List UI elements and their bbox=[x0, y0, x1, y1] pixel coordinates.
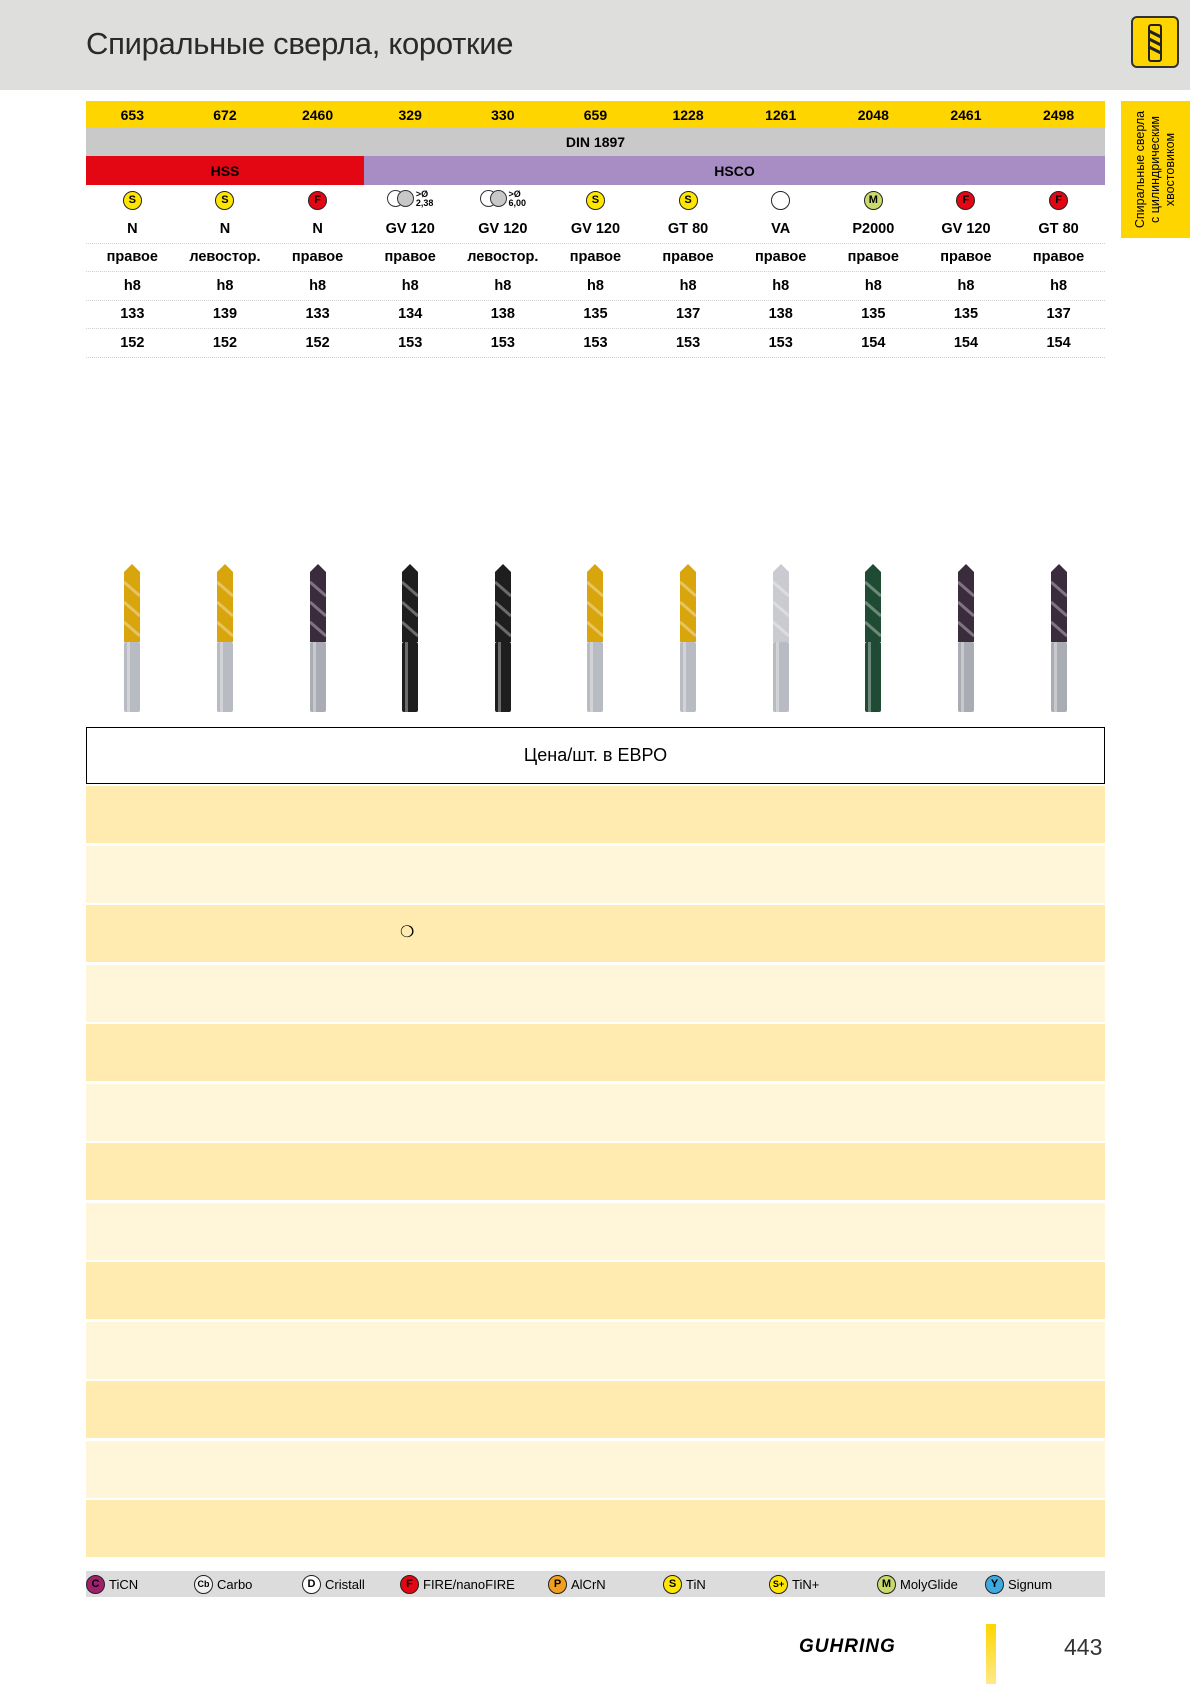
price-row bbox=[86, 786, 1105, 843]
coating-badge: Y bbox=[985, 1575, 1004, 1594]
cutting-direction: правое bbox=[755, 249, 807, 266]
product-table bbox=[86, 101, 1105, 358]
page-reference: 138 bbox=[768, 306, 793, 323]
price-row bbox=[86, 965, 1105, 1022]
price-row bbox=[86, 1262, 1105, 1319]
price-row bbox=[86, 905, 1105, 962]
drill-image bbox=[1012, 562, 1105, 714]
tool-type: GT 80 bbox=[1038, 220, 1079, 237]
coating-badge: S bbox=[586, 191, 605, 210]
page-reference: 137 bbox=[1046, 306, 1071, 323]
cutting-direction: правое bbox=[940, 249, 992, 266]
article-number: 653 bbox=[120, 106, 144, 123]
page-reference: 153 bbox=[768, 334, 793, 351]
tool-type: N bbox=[312, 220, 323, 237]
article-number: 672 bbox=[213, 106, 237, 123]
material-label: HSS bbox=[210, 162, 240, 179]
tool-type: GT 80 bbox=[667, 220, 709, 237]
article-number: 2461 bbox=[950, 106, 982, 123]
diameter-value: 6,00 bbox=[508, 197, 527, 208]
legend-item bbox=[194, 1575, 302, 1594]
tolerance: h8 bbox=[679, 277, 697, 294]
diameter-value: 2,38 bbox=[415, 197, 434, 208]
footer-accent-bar bbox=[986, 1624, 996, 1684]
availability-mark: ❍ bbox=[400, 922, 415, 941]
din-standard: DIN 1897 bbox=[565, 134, 626, 150]
legend-label: TiCN bbox=[109, 1576, 139, 1592]
coating-badge: S bbox=[663, 1575, 682, 1594]
drill-image bbox=[642, 562, 735, 714]
tolerance: h8 bbox=[216, 277, 234, 294]
page-reference: 153 bbox=[398, 334, 423, 351]
coating-badge: C bbox=[86, 1575, 105, 1594]
page-reference: 152 bbox=[305, 334, 330, 351]
cutting-direction: правое bbox=[291, 249, 344, 266]
page-reference: 137 bbox=[675, 306, 701, 323]
cutting-direction: правое bbox=[847, 249, 899, 266]
legend-item bbox=[769, 1575, 877, 1594]
coating-cell bbox=[271, 191, 364, 210]
drill-image bbox=[920, 562, 1013, 714]
diameter-label: >Ø bbox=[508, 188, 521, 199]
coating-cell bbox=[457, 190, 550, 211]
drill-image bbox=[457, 562, 550, 714]
drill-image bbox=[271, 562, 364, 714]
tool-type: VA bbox=[771, 220, 791, 237]
price-row bbox=[86, 1024, 1105, 1081]
coating-badge: Cb bbox=[194, 1575, 213, 1594]
legend-item bbox=[302, 1575, 400, 1594]
price-row bbox=[86, 1203, 1105, 1260]
page-reference: 154 bbox=[1046, 334, 1071, 351]
drill-image bbox=[549, 562, 642, 714]
cutting-direction: левостор. bbox=[189, 249, 261, 266]
price-header bbox=[86, 727, 1105, 784]
legend-label: TiN bbox=[686, 1576, 706, 1592]
coating-badge: F bbox=[308, 191, 327, 210]
section-tab-line: Спиральные сверла bbox=[1133, 110, 1147, 229]
drill-image bbox=[364, 562, 457, 714]
coating-badge: S bbox=[679, 191, 698, 210]
coating-cell bbox=[179, 191, 272, 210]
page-reference: 153 bbox=[675, 334, 701, 351]
legend-label: Signum bbox=[1008, 1576, 1053, 1592]
coating-badge: F bbox=[956, 191, 975, 210]
legend-item bbox=[663, 1575, 769, 1594]
page-ref-row bbox=[86, 301, 1105, 330]
brand-logo: GUHRING bbox=[799, 1636, 896, 1657]
section-tab-line: хвостовиком bbox=[1163, 132, 1177, 207]
legend-item bbox=[985, 1575, 1103, 1594]
coating-cell bbox=[364, 190, 457, 211]
tolerance: h8 bbox=[957, 277, 975, 294]
page-reference: 138 bbox=[490, 306, 515, 323]
coating-badge: F bbox=[400, 1575, 419, 1594]
article-number: 2460 bbox=[301, 106, 334, 123]
coating-badge bbox=[771, 191, 790, 210]
drill-icon bbox=[1131, 16, 1179, 68]
section-tab-line: с цилиндрическим bbox=[1148, 115, 1162, 224]
tolerance-row bbox=[86, 272, 1105, 301]
tool-type: GV 120 bbox=[570, 220, 621, 237]
tolerance: h8 bbox=[494, 277, 512, 294]
page-reference: 135 bbox=[583, 306, 608, 323]
price-row bbox=[86, 846, 1105, 903]
material-hsco bbox=[364, 156, 1105, 185]
page-reference: 133 bbox=[305, 306, 330, 323]
price-header-label: Цена/шт. в ЕВРО bbox=[523, 745, 668, 765]
legend-label: TiN+ bbox=[792, 1576, 820, 1592]
legend-item bbox=[400, 1575, 548, 1594]
section-tab[interactable] bbox=[1121, 101, 1190, 238]
page-reference: 154 bbox=[953, 334, 979, 351]
page-reference: 154 bbox=[861, 334, 886, 351]
coating-badge: D bbox=[302, 1575, 321, 1594]
page-reference: 152 bbox=[212, 334, 238, 351]
coating-cell bbox=[642, 191, 735, 210]
page-number: 443 bbox=[1064, 1634, 1103, 1660]
coating-badge: S+ bbox=[769, 1575, 788, 1594]
drill-image bbox=[734, 562, 827, 714]
coating-badge: M bbox=[864, 191, 883, 210]
price-rows bbox=[86, 786, 1105, 1560]
coating-badge: S bbox=[215, 191, 234, 210]
bright-finish-icon bbox=[387, 190, 434, 208]
tool-type: N bbox=[127, 220, 138, 237]
legend-label: Carbo bbox=[217, 1576, 253, 1592]
page-reference: 134 bbox=[398, 306, 423, 323]
coating-badge: S bbox=[123, 191, 142, 210]
coating-badge: P bbox=[548, 1575, 567, 1594]
article-number: 659 bbox=[583, 106, 608, 123]
type-row bbox=[86, 215, 1105, 244]
tolerance: h8 bbox=[123, 277, 141, 294]
price-row bbox=[86, 1441, 1105, 1498]
tolerance: h8 bbox=[864, 277, 882, 294]
article-number: 1261 bbox=[765, 106, 797, 123]
legend-label: FIRE/nanoFIRE bbox=[423, 1576, 515, 1592]
tool-type: GV 120 bbox=[941, 220, 991, 237]
page-reference: 135 bbox=[953, 306, 979, 323]
tolerance: h8 bbox=[772, 277, 790, 294]
article-number: 1228 bbox=[672, 106, 704, 123]
legend-item bbox=[877, 1575, 985, 1594]
article-number-row bbox=[86, 101, 1105, 128]
cutting-direction: правое bbox=[384, 249, 436, 266]
tool-type: P2000 bbox=[852, 220, 895, 237]
tolerance: h8 bbox=[1050, 277, 1068, 294]
page-title: Спиральные сверла, короткие bbox=[86, 26, 514, 61]
coating-cell bbox=[86, 191, 179, 210]
direction-row bbox=[86, 244, 1105, 273]
coating-row bbox=[86, 185, 1105, 215]
legend-item bbox=[86, 1575, 194, 1594]
page-reference: 153 bbox=[583, 334, 608, 351]
cutting-direction: правое bbox=[106, 249, 158, 266]
coating-badge: M bbox=[877, 1575, 896, 1594]
coating-legend bbox=[86, 1571, 1105, 1597]
bright-finish-icon bbox=[480, 190, 527, 208]
article-number: 329 bbox=[398, 106, 422, 123]
din-row bbox=[86, 128, 1105, 156]
drill-image bbox=[827, 562, 920, 714]
page-reference: 139 bbox=[212, 306, 238, 323]
tool-type: GV 120 bbox=[478, 220, 528, 237]
price-row bbox=[86, 1381, 1105, 1438]
material-row bbox=[86, 156, 1105, 185]
page-reference: 153 bbox=[490, 334, 515, 351]
drill-image bbox=[179, 562, 272, 714]
diameter-label: >Ø bbox=[415, 188, 429, 199]
cutting-direction: правое bbox=[569, 249, 622, 266]
coating-cell bbox=[920, 191, 1013, 210]
page-ref-row bbox=[86, 329, 1105, 358]
article-number: 330 bbox=[491, 106, 515, 123]
price-row bbox=[86, 1084, 1105, 1141]
price-row bbox=[86, 1322, 1105, 1379]
legend-label: AlCrN bbox=[571, 1576, 606, 1592]
article-number: 2498 bbox=[1042, 106, 1075, 123]
article-number: 2048 bbox=[857, 106, 889, 123]
price-row bbox=[86, 1500, 1105, 1557]
tool-type: GV 120 bbox=[385, 220, 435, 237]
tolerance: h8 bbox=[586, 277, 604, 294]
page-header bbox=[0, 0, 1190, 90]
drill-images bbox=[86, 562, 1105, 714]
coating-badge: F bbox=[1049, 191, 1068, 210]
coating-cell bbox=[1012, 191, 1105, 210]
tolerance: h8 bbox=[401, 277, 419, 294]
legend-label: MolyGlide bbox=[900, 1576, 958, 1592]
legend-item bbox=[548, 1575, 663, 1594]
page-reference: 135 bbox=[861, 306, 886, 323]
page-reference: 152 bbox=[120, 334, 145, 351]
drill-image bbox=[86, 562, 179, 714]
cutting-direction: левостор. bbox=[467, 249, 539, 266]
price-row bbox=[86, 1143, 1105, 1200]
material-hss bbox=[86, 156, 364, 185]
tool-type: N bbox=[219, 220, 231, 237]
coating-cell bbox=[734, 191, 827, 210]
material-label: HSCO bbox=[714, 162, 755, 179]
legend-label: Cristall bbox=[325, 1576, 365, 1592]
tolerance: h8 bbox=[309, 277, 327, 294]
cutting-direction: правое bbox=[1032, 249, 1085, 266]
coating-cell bbox=[549, 191, 642, 210]
cutting-direction: правое bbox=[662, 249, 714, 266]
coating-cell bbox=[827, 191, 920, 210]
page-reference: 133 bbox=[120, 306, 145, 323]
